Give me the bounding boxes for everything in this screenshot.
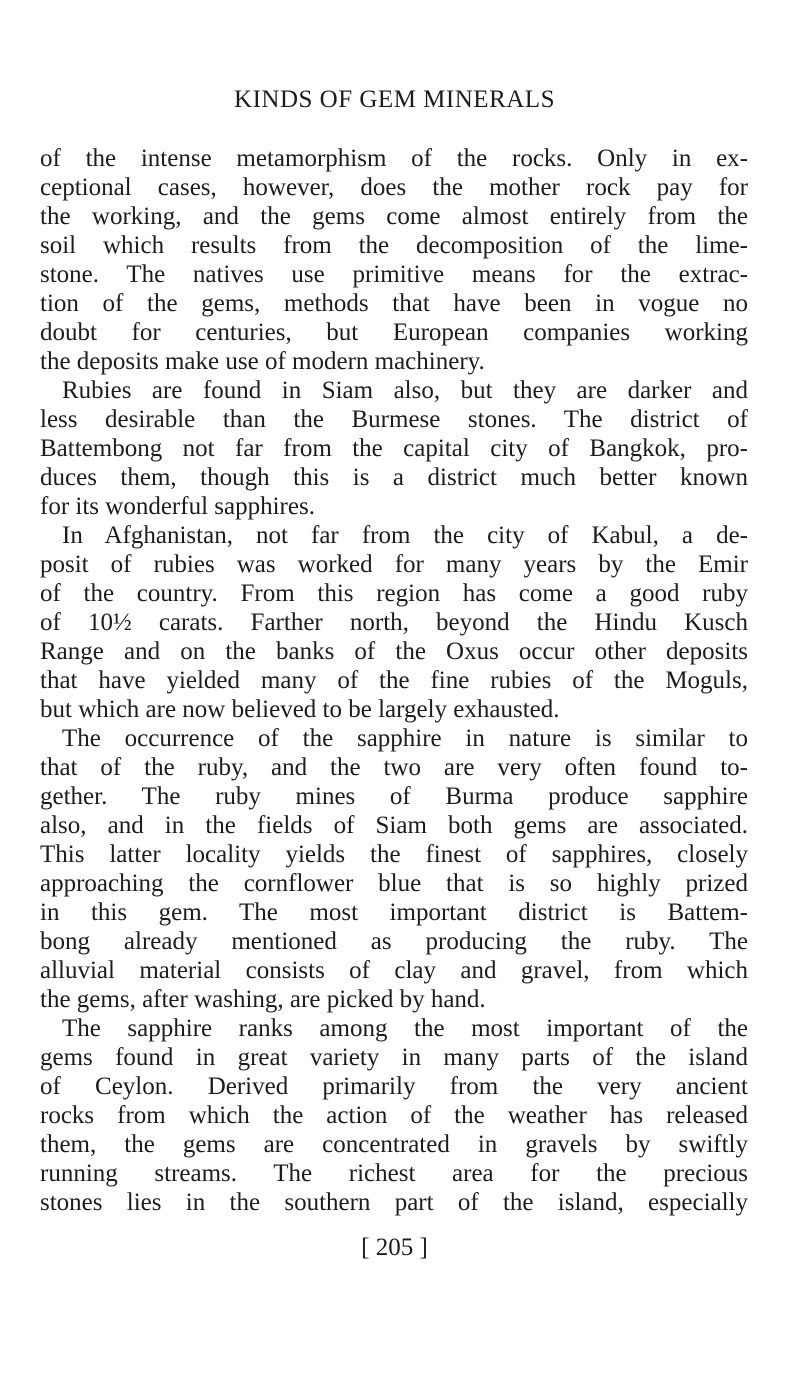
text-line: in this gem. The most important district is Battem- bbox=[40, 899, 748, 926]
text-line: for its wonderful sapphires. bbox=[40, 493, 315, 520]
text-line: approaching the cornflower blue that is so highly prized bbox=[40, 870, 748, 897]
text-line: that have yielded many of the fine rubies of the Moguls, bbox=[40, 667, 748, 694]
running-head: KINDS OF GEM MINERALS bbox=[234, 86, 555, 113]
text-line: soil which results from the decomposition of the lime- bbox=[40, 232, 748, 259]
text-line: This latter locality yields the finest of sapphires, closely bbox=[40, 841, 748, 868]
text-line: the gems, after washing, are picked by hand. bbox=[40, 986, 486, 1013]
page-number: [ 205 ] bbox=[361, 1234, 428, 1261]
text-line: stones lies in the southern part of the island, especially bbox=[40, 1189, 748, 1216]
text-line: of 10½ carats. Farther north, beyond the Hindu Kusch bbox=[40, 609, 748, 636]
text-line: bong already mentioned as producing the ruby. The bbox=[40, 928, 748, 955]
text-line: of Ceylon. Derived primarily from the very ancient bbox=[40, 1073, 748, 1100]
body-text bbox=[40, 144, 748, 1217]
text-line: doubt for centuries, but European companies working bbox=[40, 319, 748, 346]
text-line: stone. The natives use primitive means for the extrac- bbox=[40, 261, 748, 288]
text-line: posit of rubies was worked for many years by the Emir bbox=[40, 551, 748, 578]
text-line: of the intense metamorphism of the rocks. Only in ex- bbox=[40, 145, 748, 172]
text-line: The sapphire ranks among the most important of the bbox=[62, 1015, 748, 1042]
text-line: them, the gems are concentrated in gravels by swiftly bbox=[40, 1131, 748, 1158]
text-line: Rubies are found in Siam also, but they are darker and bbox=[62, 377, 748, 404]
text-line: the working, and the gems come almost entirely from the bbox=[40, 203, 748, 230]
text-line: rocks from which the action of the weather has released bbox=[40, 1102, 748, 1129]
text-line: of the country. From this region has come a good ruby bbox=[40, 580, 748, 607]
text-line: ceptional cases, however, does the mother rock pay for bbox=[40, 174, 748, 201]
text-line: the deposits make use of modern machinery. bbox=[40, 348, 485, 375]
text-line: also, and in the fields of Siam both gems are associated. bbox=[40, 812, 748, 839]
text-line: alluvial material consists of clay and gravel, from which bbox=[40, 957, 748, 984]
text-line: gether. The ruby mines of Burma produce sapphire bbox=[40, 783, 748, 810]
text-line: duces them, though this is a district much better known bbox=[40, 464, 748, 491]
text-line: tion of the gems, methods that have been in vogue no bbox=[40, 290, 748, 317]
text-line: In Afghanistan, not far from the city of Kabul, a de- bbox=[62, 522, 748, 549]
text-line: but which are now believed to be largely exhausted. bbox=[40, 696, 560, 723]
text-line: less desirable than the Burmese stones. The district of bbox=[40, 406, 748, 433]
text-line: The occurrence of the sapphire in nature is similar to bbox=[62, 725, 748, 752]
text-line: Range and on the banks of the Oxus occur other deposits bbox=[40, 638, 748, 665]
text-line: that of the ruby, and the two are very often found to- bbox=[40, 754, 748, 781]
text-line: gems found in great variety in many parts of the island bbox=[40, 1044, 748, 1071]
text-line: running streams. The richest area for the precious bbox=[40, 1160, 748, 1187]
text-line: Battembong not far from the capital city of Bangkok, pro- bbox=[40, 435, 748, 462]
